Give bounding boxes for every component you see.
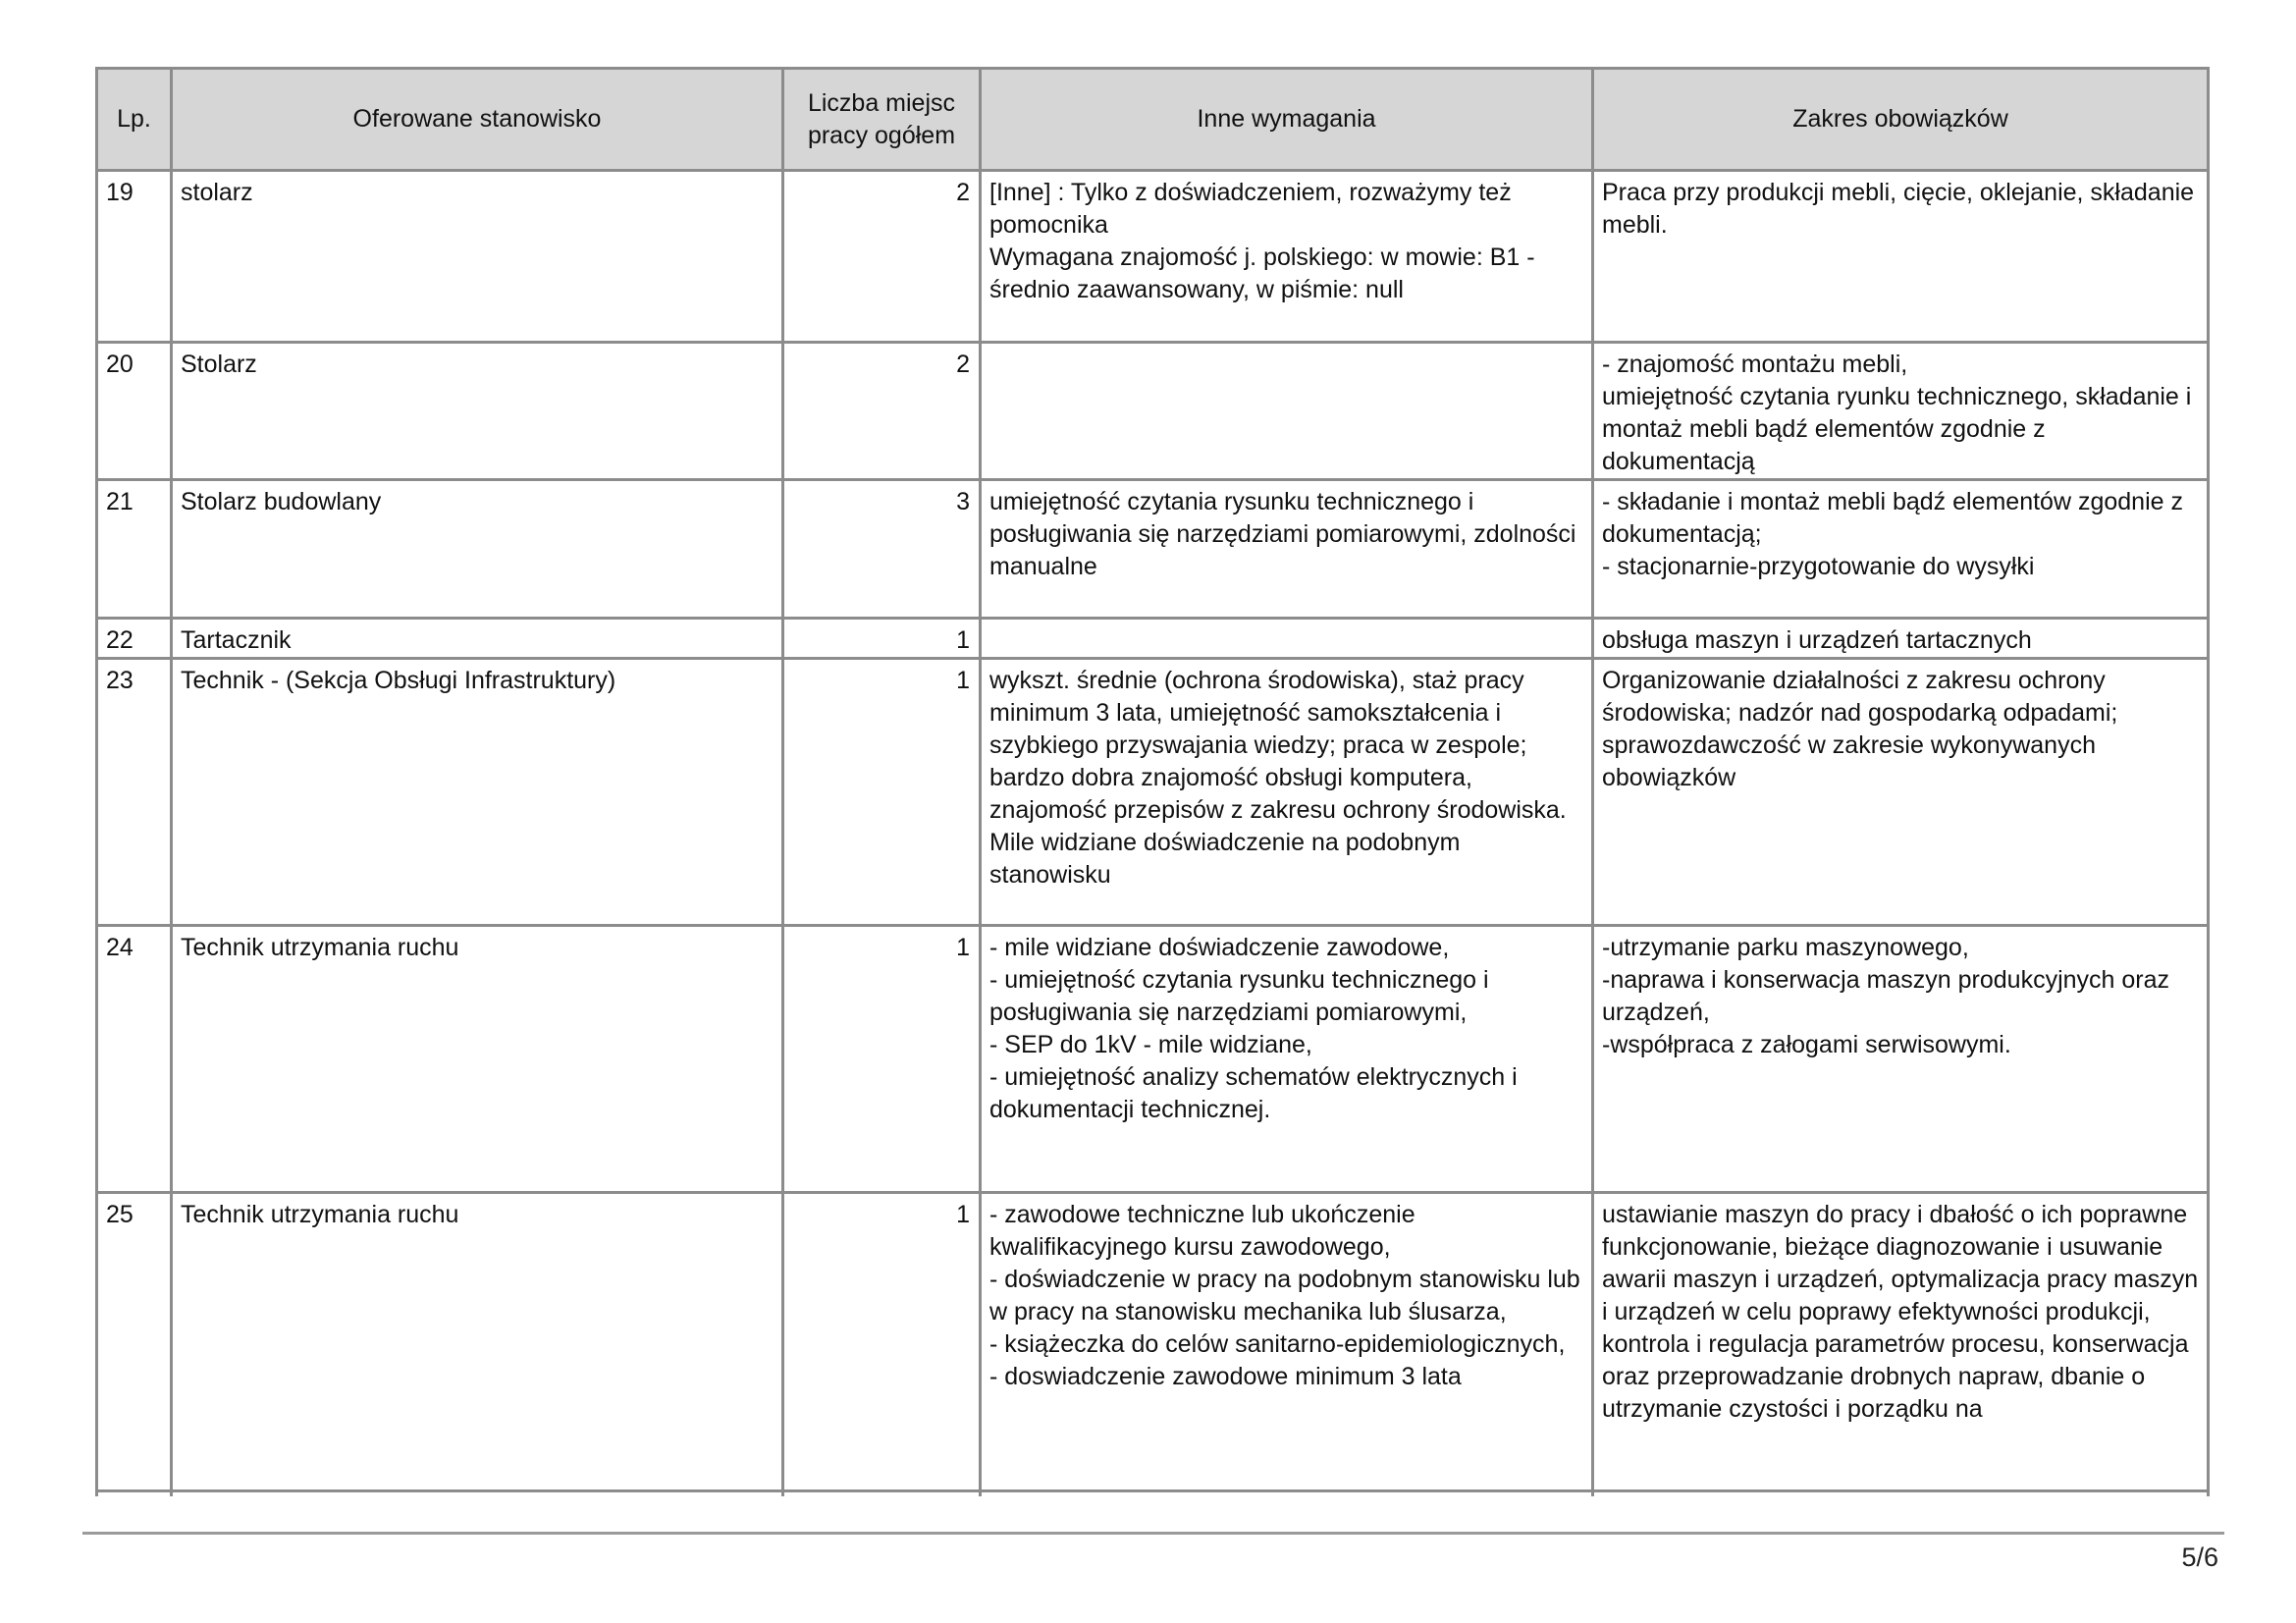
table-row	[97, 619, 2209, 659]
cell-places: 2	[783, 171, 981, 343]
cell-position: Technik utrzymania ruchu	[172, 1193, 783, 1491]
cell-requirements	[981, 343, 1593, 480]
cell-duties: - znajomość montażu mebli, umiejętność czytania ryunku technicznego, składanie i montaż mebli bądź elementów zgodnie z dokumentacją	[1593, 343, 2209, 480]
continuation-cell	[1593, 1491, 2209, 1497]
cell-lp: 20	[97, 343, 172, 480]
header-places: Liczba miejsc pracy ogółem	[783, 69, 981, 171]
table-row	[97, 171, 2209, 343]
cell-lp: 25	[97, 1193, 172, 1491]
cell-places: 2	[783, 343, 981, 480]
page-number: 5/6	[2181, 1542, 2218, 1572]
cell-position: stolarz	[172, 171, 783, 343]
header-duties: Zakres obowiązków	[1593, 69, 2209, 171]
cell-places: 1	[783, 926, 981, 1193]
job-offers-table	[95, 67, 2210, 1496]
cell-position: Stolarz budowlany	[172, 480, 783, 619]
cell-duties: -utrzymanie parku maszynowego, -naprawa i konserwacja maszyn produkcyjnych oraz urządzeń, -współpraca z załogami serwisowymi.	[1593, 926, 2209, 1193]
header-lp: Lp.	[97, 69, 172, 171]
table-header-row	[97, 69, 2209, 171]
cell-places: 1	[783, 619, 981, 659]
cell-lp: 22	[97, 619, 172, 659]
table-row	[97, 659, 2209, 926]
cell-lp: 23	[97, 659, 172, 926]
table-row	[97, 1193, 2209, 1491]
continuation-cell	[981, 1491, 1593, 1497]
continuation-cell	[172, 1491, 783, 1497]
cell-requirements: - zawodowe techniczne lub ukończenie kwalifikacyjnego kursu zawodowego, - doświadczenie w pracy na podobnym stanowisku lub w pracy na stanowisku mechanika lub ślusarza, - książeczka do celów sanitarno-epidemiologicznych, - doswiadczenie zawodowe minimum 3 lata	[981, 1193, 1593, 1491]
cell-duties: ustawianie maszyn do pracy i dbałość o ich poprawne funkcjonowanie, bieżące diagnozowanie i usuwanie awarii maszyn i urządzeń, optymalizacja pracy maszyn i urządzeń w celu poprawy efektywności produkcji, kontrola i regulacja parametrów procesu, konserwacja oraz przeprowadzanie drobnych napraw, dbanie o utrzymanie czystości i porządku na	[1593, 1193, 2209, 1491]
cell-duties: - składanie i montaż mebli bądź elementów zgodnie z dokumentacją; - stacjonarnie-przygotowanie do wysyłki	[1593, 480, 2209, 619]
cell-requirements: [Inne] : Tylko z doświadczeniem, rozważymy też pomocnika Wymagana znajomość j. polskiego: w mowie: B1 - średnio zaawansowany, w piśmie: null	[981, 171, 1593, 343]
table-row	[97, 343, 2209, 480]
cell-duties: Organizowanie działalności z zakresu ochrony środowiska; nadzór nad gospodarką odpadami; sprawozdawczość w zakresie wykonywanych obowiązków	[1593, 659, 2209, 926]
cell-position: Tartacznik	[172, 619, 783, 659]
cell-requirements: wykszt. średnie (ochrona środowiska), staż pracy minimum 3 lata, umiejętność samokształcenia i szybkiego przyswajania wiedzy; praca w zespole; bardzo dobra znajomość obsługi komputera, znajomość przepisów z zakresu ochrony środowiska. Mile widziane doświadczenie na podobnym stanowisku	[981, 659, 1593, 926]
cell-duties: Praca przy produkcji mebli, cięcie, oklejanie, składanie mebli.	[1593, 171, 2209, 343]
cell-position: Technik utrzymania ruchu	[172, 926, 783, 1193]
cell-places: 1	[783, 1193, 981, 1491]
cell-places: 3	[783, 480, 981, 619]
continuation-cell	[97, 1491, 172, 1497]
table-row	[97, 480, 2209, 619]
cell-position: Technik - (Sekcja Obsługi Infrastruktury)	[172, 659, 783, 926]
table-row	[97, 926, 2209, 1193]
table-continuation-row	[97, 1491, 2209, 1497]
header-requirements: Inne wymagania	[981, 69, 1593, 171]
continuation-cell	[783, 1491, 981, 1497]
cell-requirements: umiejętność czytania rysunku technicznego i posługiwania się narzędziami pomiarowymi, zdolności manualne	[981, 480, 1593, 619]
cell-requirements	[981, 619, 1593, 659]
cell-duties: obsługa maszyn i urządzeń tartacznych	[1593, 619, 2209, 659]
cell-position: Stolarz	[172, 343, 783, 480]
cell-places: 1	[783, 659, 981, 926]
footer-divider	[82, 1532, 2224, 1535]
cell-lp: 21	[97, 480, 172, 619]
cell-lp: 24	[97, 926, 172, 1193]
cell-lp: 19	[97, 171, 172, 343]
cell-requirements: - mile widziane doświadczenie zawodowe, - umiejętność czytania rysunku technicznego i posługiwania się narzędziami pomiarowymi, - SEP do 1kV - mile widziane, - umiejętność analizy schematów elektrycznych i dokumentacji technicznej.	[981, 926, 1593, 1193]
header-position: Oferowane stanowisko	[172, 69, 783, 171]
